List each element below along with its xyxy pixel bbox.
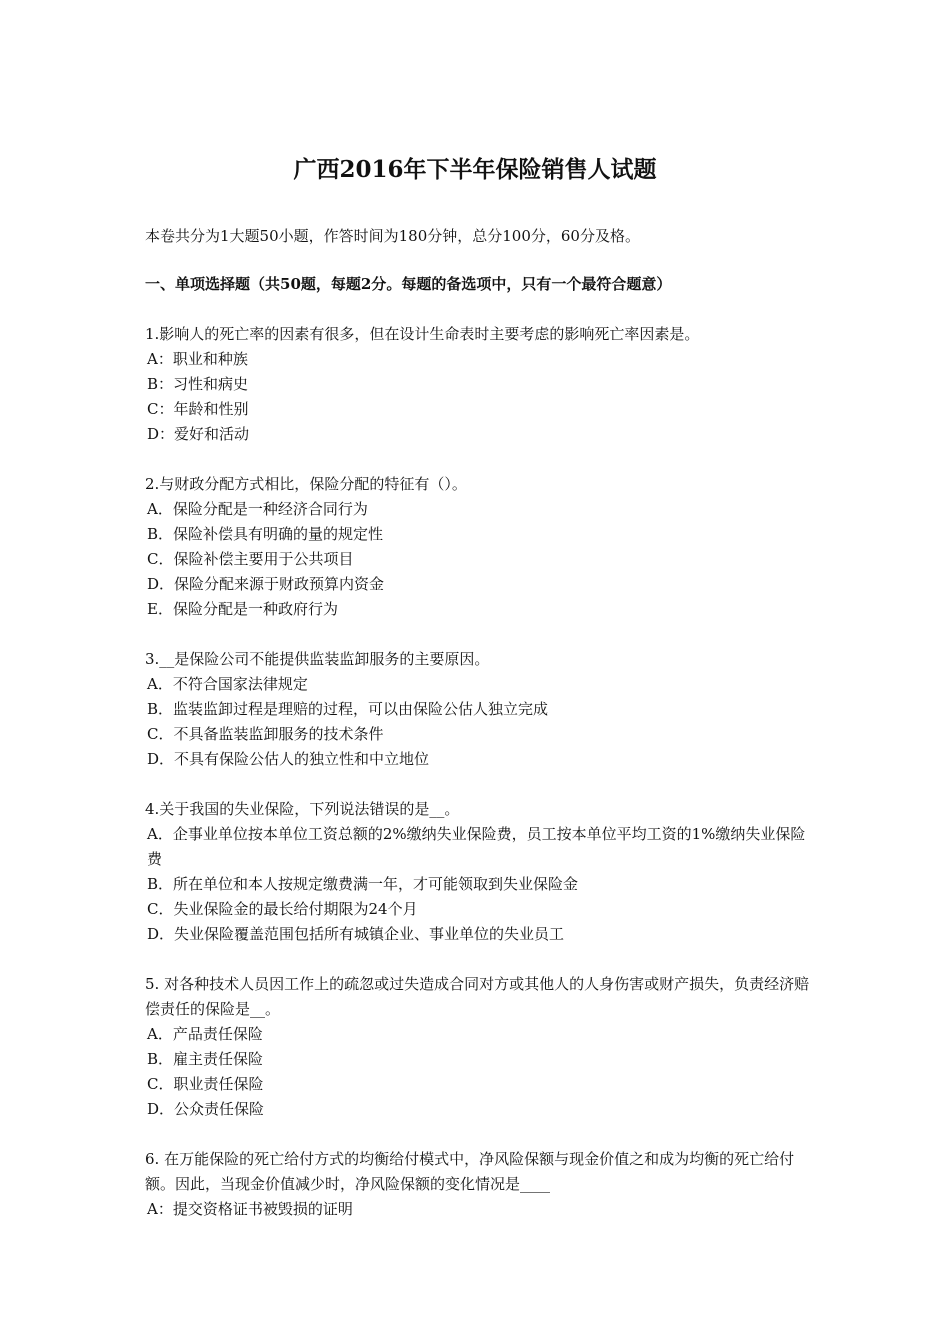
answer-option: C．不具备监装监卸服务的技术条件 [147, 725, 384, 743]
answer-option: A．产品责任保险 [147, 1025, 263, 1043]
answer-option: D．失业保险覆盖范围包括所有城镇企业、事业单位的失业员工 [147, 925, 565, 943]
question-stem: 2.与财政分配方式相比，保险分配的特征有（）。 [145, 475, 467, 493]
answer-option: B：习性和病史 [147, 375, 249, 393]
answer-option: D：爱好和活动 [147, 425, 250, 443]
answer-option: B．所在单位和本人按规定缴费满一年，才可能领取到失业保险金 [147, 875, 579, 893]
question-4 [145, 797, 810, 947]
answer-option: A．不符合国家法律规定 [147, 675, 308, 693]
answer-option: C．职业责任保险 [147, 1075, 264, 1093]
answer-option: D．不具有保险公估人的独立性和中立地位 [147, 750, 430, 768]
answer-option: B．雇主责任保险 [147, 1050, 264, 1068]
question-stem: 4.关于我国的失业保险，下列说法错误的是__。 [145, 800, 460, 818]
answer-option: D．保险分配来源于财政预算内资金 [147, 575, 385, 593]
question-list [145, 322, 810, 1247]
answer-option: A．保险分配是一种经济合同行为 [147, 500, 368, 518]
question-stem: 6. 在万能保险的死亡给付方式的均衡给付模式中，净风险保额与现金价值之和成为均衡的死亡给付额。因此，当现金价值减少时，净风险保额的变化情况是____ [145, 1150, 795, 1193]
answer-option: C：年龄和性别 [147, 400, 249, 418]
answer-option: A：职业和种族 [147, 350, 248, 368]
question-3 [145, 647, 810, 772]
answer-option: B．保险补偿具有明确的量的规定性 [147, 525, 384, 543]
answer-option: C．保险补偿主要用于公共项目 [147, 550, 354, 568]
section-heading: 一、单项选择题（共50题，每题2分。每题的备选项中，只有一个最符合题意） [145, 275, 672, 293]
question-2 [145, 472, 810, 622]
answer-option: E．保险分配是一种政府行为 [147, 600, 338, 618]
question-stem: 1.影响人的死亡率的因素有很多，但在设计生命表时主要考虑的影响死亡率因素是。 [145, 325, 700, 343]
question-1 [145, 322, 810, 447]
question-6 [145, 1147, 810, 1222]
exam-intro: 本卷共分为1大题50小题，作答时间为180分钟，总分100分，60分及格。 [145, 227, 640, 245]
answer-option: A．企事业单位按本单位工资总额的2%缴纳失业保险费，员工按本单位平均工资的1%缴纳失业保险费 [147, 825, 806, 868]
question-stem: 3.__是保险公司不能提供监装监卸服务的主要原因。 [145, 650, 490, 668]
document-title: 广西2016年下半年保险销售人试题 [293, 156, 657, 183]
question-stem: 5. 对各种技术人员因工作上的疏忽或过失造成合同对方或其他人的人身伤害或财产损失，负责经济赔偿责任的保险是__。 [145, 975, 810, 1018]
answer-option: A：提交资格证书被毁损的证明 [147, 1200, 353, 1218]
answer-option: D．公众责任保险 [147, 1100, 265, 1118]
question-5 [145, 972, 810, 1122]
answer-option: C．失业保险金的最长给付期限为24个月 [147, 900, 418, 918]
answer-option: B．监装监卸过程是理赔的过程，可以由保险公估人独立完成 [147, 700, 549, 718]
